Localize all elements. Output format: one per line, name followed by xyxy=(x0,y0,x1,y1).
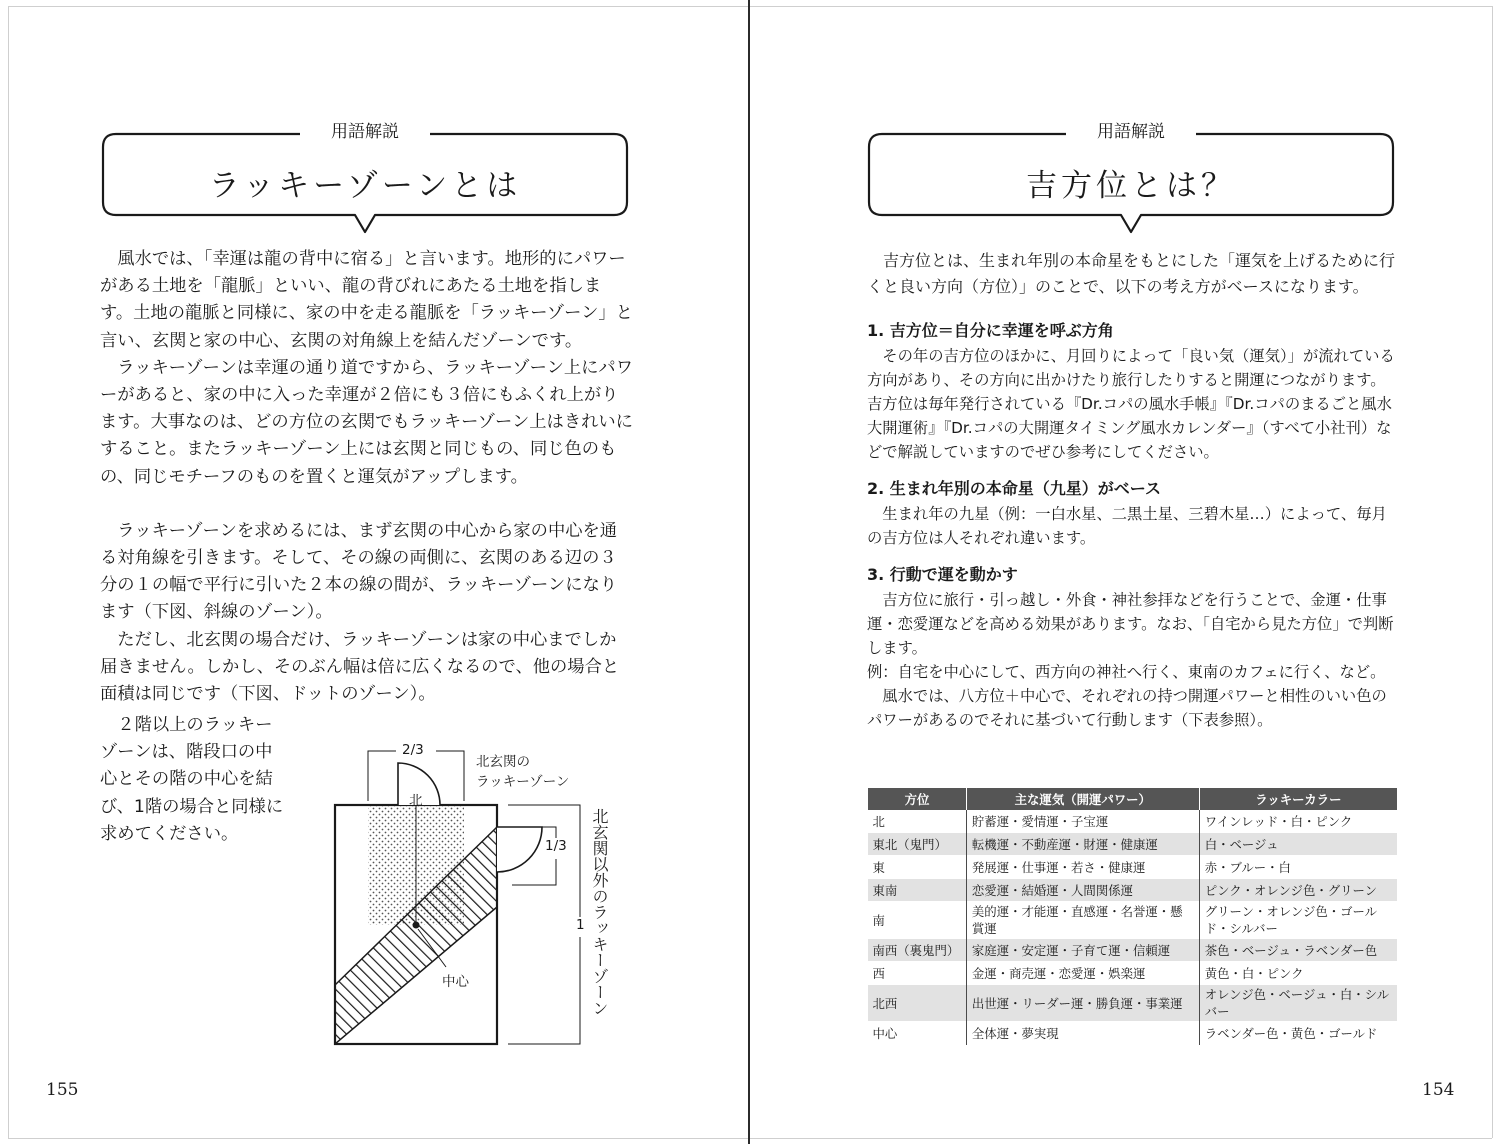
table-header: 方位 xyxy=(868,788,967,810)
table-row: 東南 恋愛運・結婚運・人間関係運 ピンク・オレンジ色・グリーン xyxy=(868,879,1398,902)
paragraph: 風水では、八方位＋中心で、それぞれの持つ開運パワーと相性のいい色のパワーがあるのでそれに基づいて行動します（下表参照）。 xyxy=(867,687,1387,729)
right-sections xyxy=(867,306,1397,732)
table-row: 東 発展運・仕事運・若さ・健康運 赤・ブルー・白 xyxy=(868,856,1398,879)
center-dot xyxy=(413,922,420,929)
diagram-label-1: 1 xyxy=(576,917,585,933)
table-header: ラッキーカラー xyxy=(1199,788,1397,810)
diagram-label-2-3: 2/3 xyxy=(402,742,424,758)
paragraph: その年の吉方位のほかに、月回りによって「良い気（運気）」が流れている方向があり、その方向に出かけたり旅行したりすると開運につながります。吉方位は毎年発行されている『Dr.コパの風水手帳』『Dr.コパのまるごと風水大開運術』『Dr.コパの大開運タイミング風水カレンダー』（すべて小社刊）などで解説していますのでぜひ参考にしてください。 xyxy=(867,347,1395,461)
heading-title: ラッキーゾーンとは xyxy=(208,168,522,204)
diagram-label-center: 中心 xyxy=(442,974,469,990)
page-number-left: 155 xyxy=(46,1080,79,1100)
intro-paragraph: 吉方位とは、生まれ年別の本命星をもとにした「運気を上げるために行くと良い方向（方位）」のことで、以下の考え方がベースになります。 xyxy=(867,251,1396,296)
section-heading: 1. 吉方位＝自分に幸運を呼ぶ方角 xyxy=(867,321,1114,340)
left-heading-box xyxy=(100,122,630,234)
page-frame-top xyxy=(8,6,1492,7)
table-row: 北 貯蓄運・愛情運・子宝運 ワインレッド・白・ピンク xyxy=(868,810,1398,833)
east-door xyxy=(497,827,542,872)
table-row: 中心 全体運・夢実現 ラベンダー色・黄色・ゴールド xyxy=(868,1022,1398,1045)
table-row: 南 美的運・才能運・直感運・名誉運・懸賞運 グリーン・オレンジ色・ゴールド・シルバー xyxy=(868,902,1398,939)
diagram-label-north-zone-2: ラッキーゾーン xyxy=(476,774,570,790)
page-number-right: 154 xyxy=(1422,1080,1455,1100)
side-note: ２階以上のラッキーゾーンは、階段口の中心とその階の中心を結び、1階の場合と同様に求めてください。 xyxy=(100,715,284,844)
lucky-direction-table xyxy=(867,788,1397,1045)
right-heading-box xyxy=(866,122,1396,234)
section-heading: 3. 行動で運を動かす xyxy=(867,565,1018,584)
paragraph: ラッキーゾーンは幸運の通り道ですから、ラッキーゾーン上にパワーがあると、家の中に入った幸運が２倍にも３倍にもふくれ上がります。大事なのは、どの方位の玄関でもラッキーゾーン上はきれいにすること。またラッキーゾーン上には玄関と同じもの、同じ色のもの、同じモチーフのものを置くと運気がアップします。 xyxy=(100,357,633,487)
table-header: 主な運気（開運パワー） xyxy=(966,788,1199,810)
diagram-label-vertical: 北玄関以外のラッキーゾーン xyxy=(590,808,609,1016)
heading-title: 吉方位とは？ xyxy=(1026,168,1236,204)
table-row: 南西（裏鬼門） 家庭運・安定運・子育て運・信頼運 茶色・ベージュ・ラベンダー色 xyxy=(868,939,1398,962)
section-heading: 2. 生まれ年別の本命星（九星）がベース xyxy=(867,479,1161,498)
paragraph: 風水では、「幸運は龍の背中に宿る」と言います。地形的にパワーがある土地を「龍脈」といい、龍の背びれにあたる土地を指します。土地の龍脈と同様に、家の中を走る龍脈を「ラッキーゾーン」と言い、玄関と家の中心、玄関の対角線上を結んだゾーンです。 xyxy=(100,249,633,351)
table-header-row xyxy=(868,788,1398,810)
heading-label: 用語解説 xyxy=(331,122,399,142)
diagram-label-north: 北 xyxy=(409,793,423,809)
right-body-text xyxy=(867,248,1397,300)
paragraph: 例：自宅を中心にして、西方向の神社へ行く、東南のカフェに行く、など。 xyxy=(867,663,1386,681)
lucky-zone-diagram xyxy=(318,735,618,1051)
page-frame-bottom xyxy=(8,1138,1492,1139)
left-body-text xyxy=(100,246,633,708)
heading-label: 用語解説 xyxy=(1097,122,1165,142)
table-row: 西 金運・商売運・恋愛運・娯楽運 黄色・白・ピンク xyxy=(868,962,1398,985)
diagram-label-north-zone-1: 北玄関の xyxy=(476,754,530,770)
paragraph: ラッキーゾーンを求めるには、まず玄関の中心から家の中心を通る対角線を引きます。そして、その線の両側に、玄関のある辺の３分の１の幅で平行に引いた２本の線の間が、ラッキーゾーンになります（下図、斜線のゾーン）。 xyxy=(100,520,618,623)
book-spine xyxy=(748,0,750,1144)
paragraph: ただし、北玄関の場合だけ、ラッキーゾーンは家の中心までしか届きません。しかし、そのぶん幅は倍に広くなるので、他の場合と面積は同じです（下図、ドットのゾーン）。 xyxy=(100,629,620,705)
paragraph: 生まれ年の九星（例：一白水星、二黒土星、三碧木星…）によって、毎月の吉方位は人それぞれ違います。 xyxy=(867,505,1387,547)
table-row: 東北（鬼門） 転機運・不動産運・財運・健康運 白・ベージュ xyxy=(868,833,1398,856)
table-row: 北西 出世運・リーダー運・勝負運・事業運 オレンジ色・ベージュ・白・シルバー xyxy=(868,985,1398,1022)
diagram-label-1-3: 1/3 xyxy=(545,838,567,854)
paragraph: 吉方位に旅行・引っ越し・外食・神社参拝などを行うことで、金運・仕事運・恋愛運などを高める効果があります。なお、「自宅から見た方位」で判断します。 xyxy=(867,591,1394,657)
